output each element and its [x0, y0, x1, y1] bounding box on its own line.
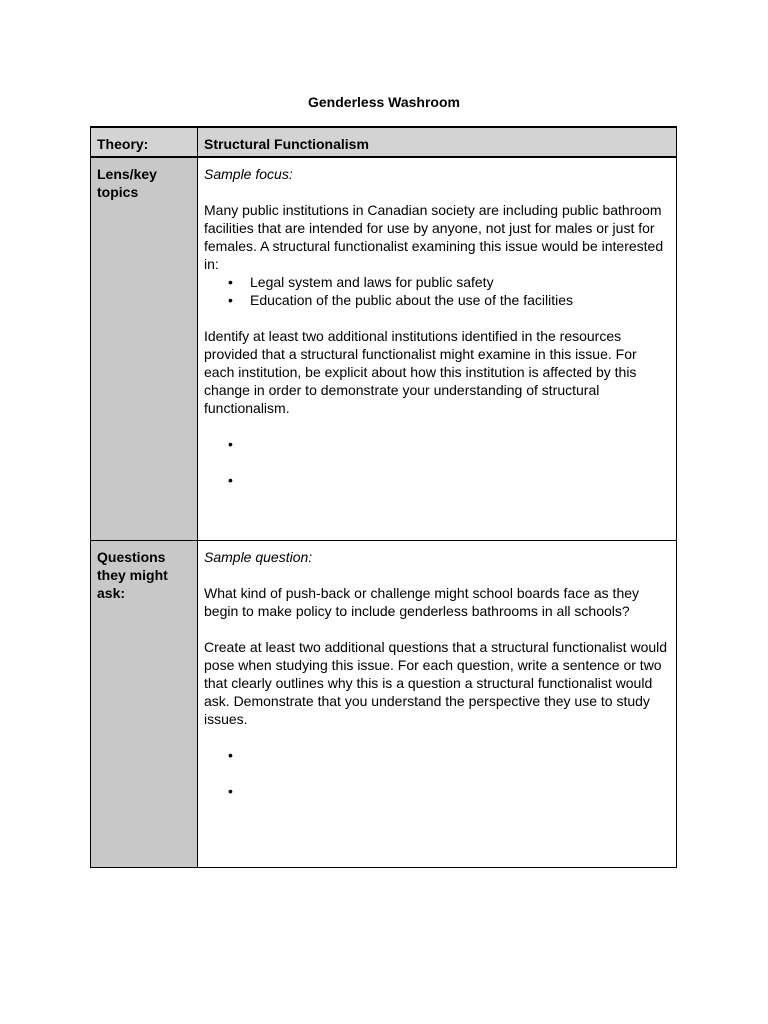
lens-bullet-list: [204, 273, 670, 309]
questions-instruction-text: Create at least two additional questions that a structural functionalist would pose when studying this issue. For each question, write a sentence or two that clearly outlines why this is a question a structural functionalist would ask. Demonstrate that you understand the perspective they use to study issues.: [204, 639, 668, 727]
table-row: [91, 541, 677, 868]
row-body-questions: [198, 541, 677, 868]
answer-bullet[interactable]: [250, 746, 670, 764]
list-item: • Legal system and laws for public safety: [250, 273, 670, 291]
document-title: Genderless Washroom: [308, 94, 460, 110]
questions-intro-text: What kind of push-back or challenge might school boards face as they begin to make policy to include genderless bathrooms in all schools?: [204, 585, 640, 619]
table-row: [91, 157, 677, 541]
lens-instruction-text: Identify at least two additional institutions identified in the resources provided that a structural functionalist might examine in this issue. For each institution, be explicit about how this institution is affected by this change in order to demonstrate your understanding of structural functionalism.: [204, 328, 637, 416]
header-value: Structural Functionalism: [198, 127, 677, 157]
sample-question-heading: Sample question:: [204, 549, 313, 565]
header-label: Theory:: [91, 127, 198, 157]
table-header-row: [91, 127, 677, 157]
answer-bullet[interactable]: [250, 471, 670, 489]
answer-bullet[interactable]: [250, 435, 670, 453]
lens-answer-bullets: [204, 435, 670, 489]
list-item: • Education of the public about the use of the facilities: [250, 291, 670, 309]
lens-intro-text: Many public institutions in Canadian society are including public bathroom facilities that are intended for use by anyone, not just for males or just for females. A structural functionalist examining this issue would be interested in:: [204, 202, 664, 272]
answer-bullet[interactable]: [250, 782, 670, 800]
questions-answer-bullets: [204, 746, 670, 800]
row-body-lens: [198, 157, 677, 541]
row-label-lens: Lens/key topics: [91, 157, 198, 541]
row-label-questions: Questions they might ask:: [91, 541, 198, 868]
sample-focus-heading: Sample focus:: [204, 166, 293, 182]
theory-table: [90, 126, 677, 868]
